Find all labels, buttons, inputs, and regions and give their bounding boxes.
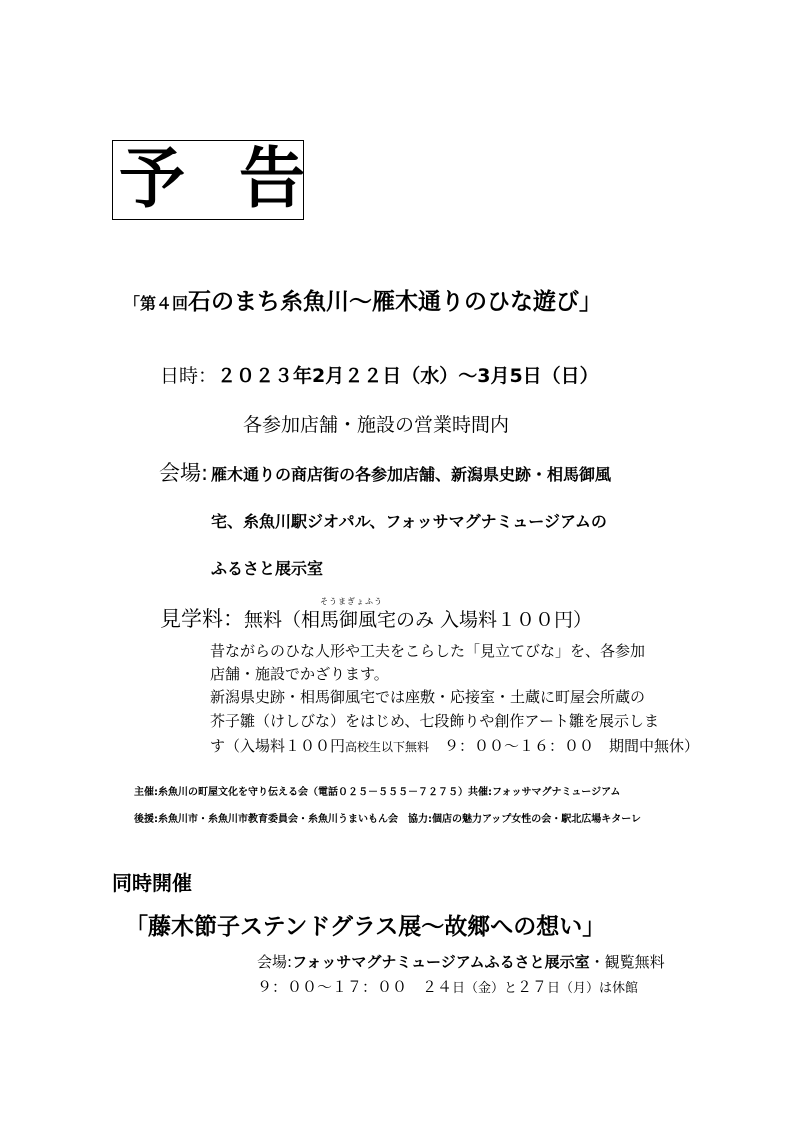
organizer-credit: 主催:糸魚川の町屋文化を守り伝える会（電話０２５－５５５－７２７５）共催:フォッサマグナミュージアム [134,787,621,798]
notice-heading-char-2: 告 [239,140,305,217]
admission-label: 見学料： [160,607,244,631]
admission-row [160,603,592,633]
description-line-4: 芥子雛（けしびな）をはじめ、七段飾りや創作アート雛を展示しま [210,712,659,730]
event-title-number: ４ [156,294,173,313]
exhibit-hours-day1: 日（金）と [452,981,518,996]
venue-label: 会場: [159,461,209,485]
concurrent-event-label: 同時開催 [112,871,192,895]
venue-line-1: 雁木通りの商店街の各参加店舗、新潟県史跡・相馬御風 [211,465,612,484]
description-line-5 [210,735,699,756]
notice-heading-char-1: 予 [119,140,185,217]
admission-value: 無料（相馬御風宅のみ 入場料１００円） [244,609,593,631]
datetime-row [160,361,599,388]
event-title-kai: 回 [172,294,189,313]
exhibit-title: 「藤木節子ステンドグラス展～故郷への想い」 [125,914,606,940]
description-line-3: 新潟県史跡・相馬御風宅では座敷・応接室・土蔵に町屋会所蔵の [210,688,646,706]
description-line-5b: 高校生以下無料 [345,740,430,754]
description-line-2: 店舗・施設でかざります。 [210,665,389,683]
exhibit-venue [257,951,665,972]
support-credit: 後援:糸魚川市・糸魚川市教育委員会・糸魚川うまいもん会 協力:個店の魅力アップ女性の会・駅北広場キターレ [134,814,641,825]
exhibit-hours-rest: 日（月）は休館 [547,981,639,996]
ruby-reading: そうまぎょふう [320,597,383,606]
description-line-5a: す（入場料１００円 [210,737,346,755]
event-title-open: 「第 [124,294,157,313]
exhibit-venue-value: フォッサマグナミュージアムふるさと展示室 [292,953,590,971]
exhibit-venue-label: 会場: [257,953,293,971]
hours-note: 各参加店舗・施設の営業時間内 [243,414,510,436]
notice-heading-box [112,140,304,220]
exhibit-hours-day2: ２７ [517,978,548,996]
exhibit-hours-time: ９：００～１７：００ ２４ [257,978,453,996]
datetime-label: 日時： [160,365,218,387]
venue-line-2: 宅、糸魚川駅ジオパル、フォッサマグナミュージアムの [211,512,607,531]
datetime-value: ２０２３年2月２２日（水）～3月5日（日） [217,365,599,387]
description-line-1: 昔ながらのひな人形や工夫をこらした「見立てびな」を、各参加 [210,642,646,660]
exhibit-venue-fee: ・観覧無料 [589,953,665,971]
venue-line-3: ふるさと展示室 [211,559,324,578]
event-title-rest: 石のまち糸魚川～雁木通りのひな遊び」 [188,289,603,315]
exhibit-hours [257,976,638,997]
event-title [124,283,602,316]
description-line-5c: ９：００～１６：００ 期間中無休） [429,737,700,755]
